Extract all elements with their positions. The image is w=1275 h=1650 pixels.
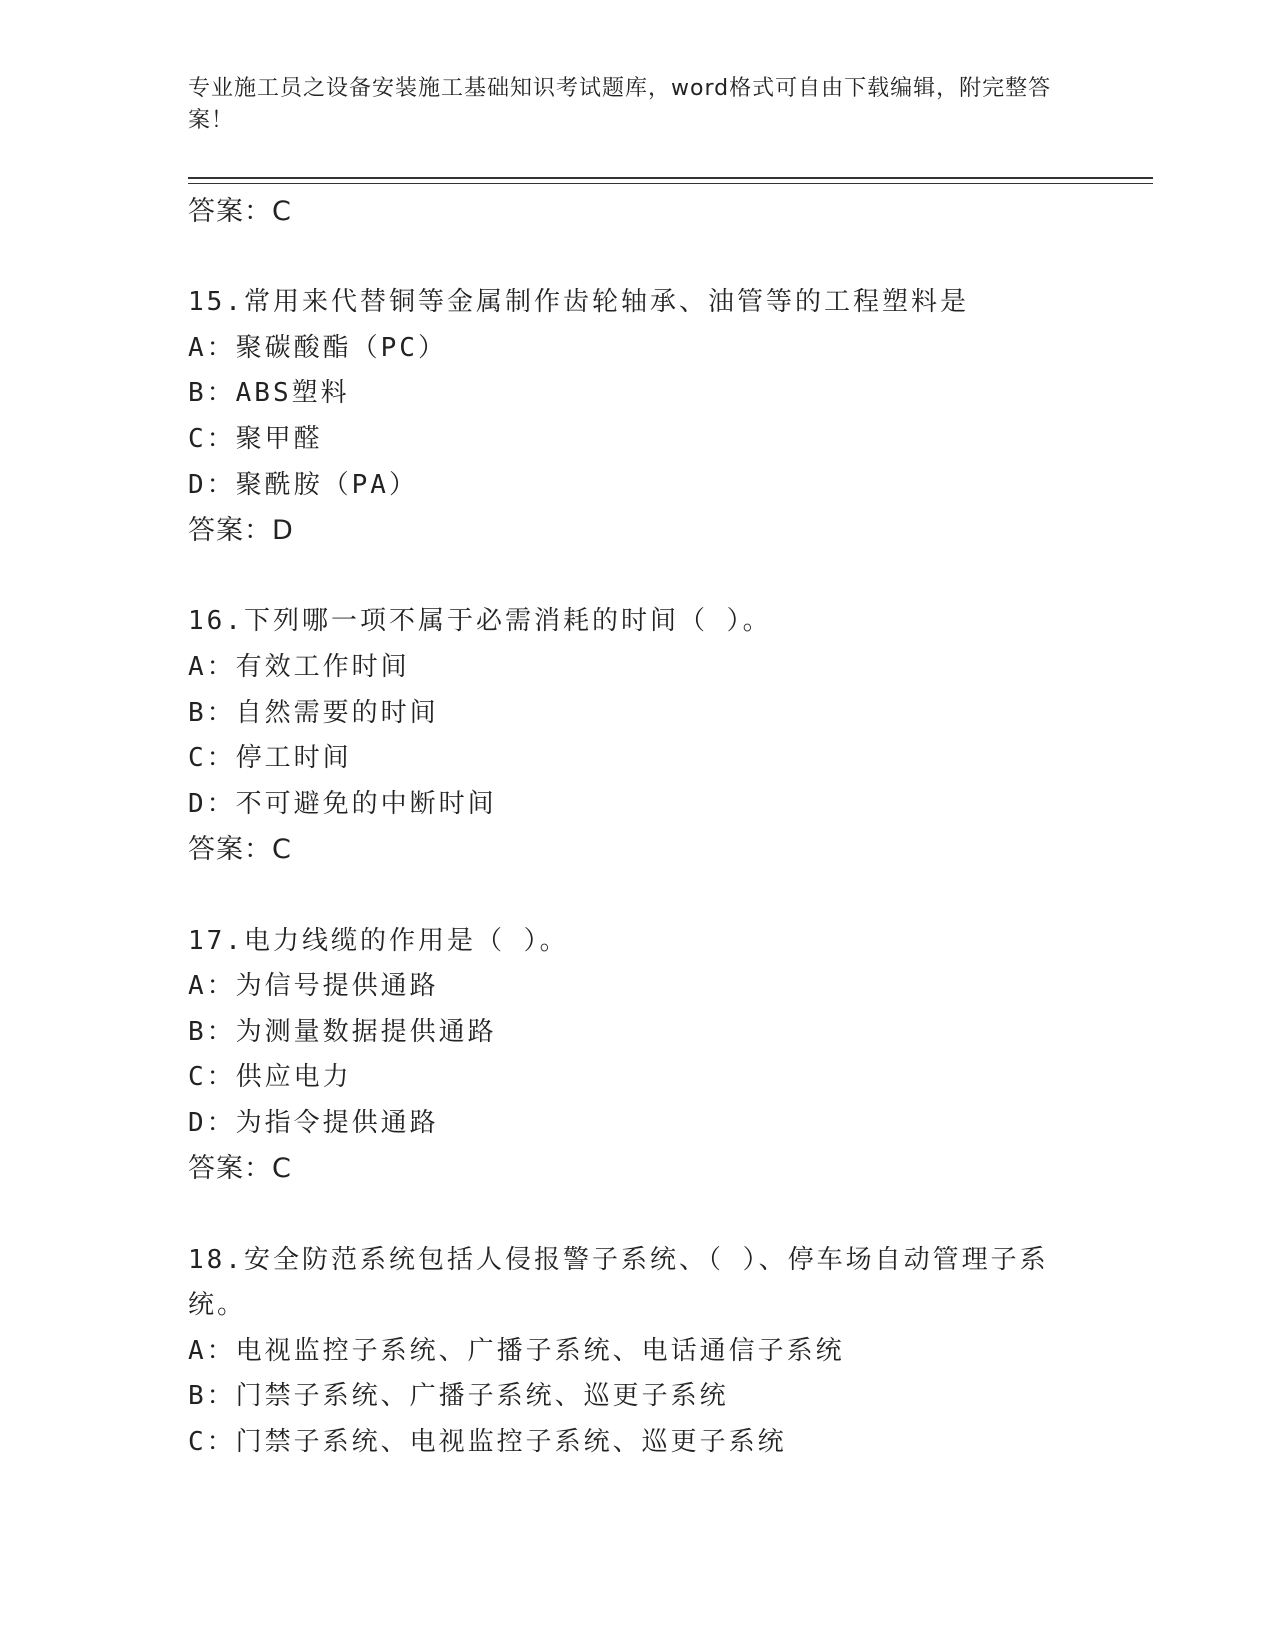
header-rule [188, 177, 1153, 179]
answer-line: 答案：C [188, 1153, 292, 1185]
header-rule-thin [188, 183, 1153, 184]
spacer [188, 554, 1128, 600]
option-d: D：为指令提供通路 [188, 1107, 439, 1138]
option-b: B：为测量数据提供通路 [188, 1016, 497, 1047]
spacer [188, 1192, 1128, 1238]
option-a: A：聚碳酸酯（PC） [188, 332, 447, 363]
option-a: A：为信号提供通路 [188, 971, 439, 1002]
option-a: A：电视监控子系统、广播子系统、电话通信子系统 [188, 1335, 845, 1366]
option-c: C：聚甲醛 [188, 423, 323, 454]
question-stem: 15.常用来代替铜等金属制作齿轮轴承、油管等的工程塑料是 [188, 287, 969, 318]
answer-line: 答案：D [188, 515, 294, 547]
option-c: C：停工时间 [188, 743, 352, 774]
option-c: C：门禁子系统、电视监控子系统、巡更子系统 [188, 1427, 787, 1458]
question-stem: 17.电力线缆的作用是（ ）。 [188, 925, 569, 956]
page-header: 专业施工员之设备安装施工基础知识考试题库，word格式可自由下载编辑，附完整答案！ [188, 76, 1052, 133]
option-b: B：ABS塑料 [188, 378, 350, 409]
option-a: A：有效工作时间 [188, 651, 410, 682]
option-d: D：聚酰胺（PA） [188, 469, 418, 500]
option-c: C：供应电力 [188, 1062, 352, 1093]
question-list [188, 189, 1128, 1466]
spacer [188, 873, 1128, 919]
answer-line: 答案：C [188, 834, 292, 866]
option-b: B：门禁子系统、广播子系统、巡更子系统 [188, 1381, 729, 1412]
option-d: D：不可避免的中断时间 [188, 788, 497, 819]
spacer [188, 235, 1128, 281]
question-stem: 18.安全防范系统包括人侵报警子系统、（ ）、停车场自动管理子系统。 [188, 1244, 1049, 1321]
option-b: B：自然需要的时间 [188, 697, 439, 728]
question-stem: 16.下列哪一项不属于必需消耗的时间（ ）。 [188, 606, 772, 637]
answer-line: 答案：C [188, 196, 292, 227]
